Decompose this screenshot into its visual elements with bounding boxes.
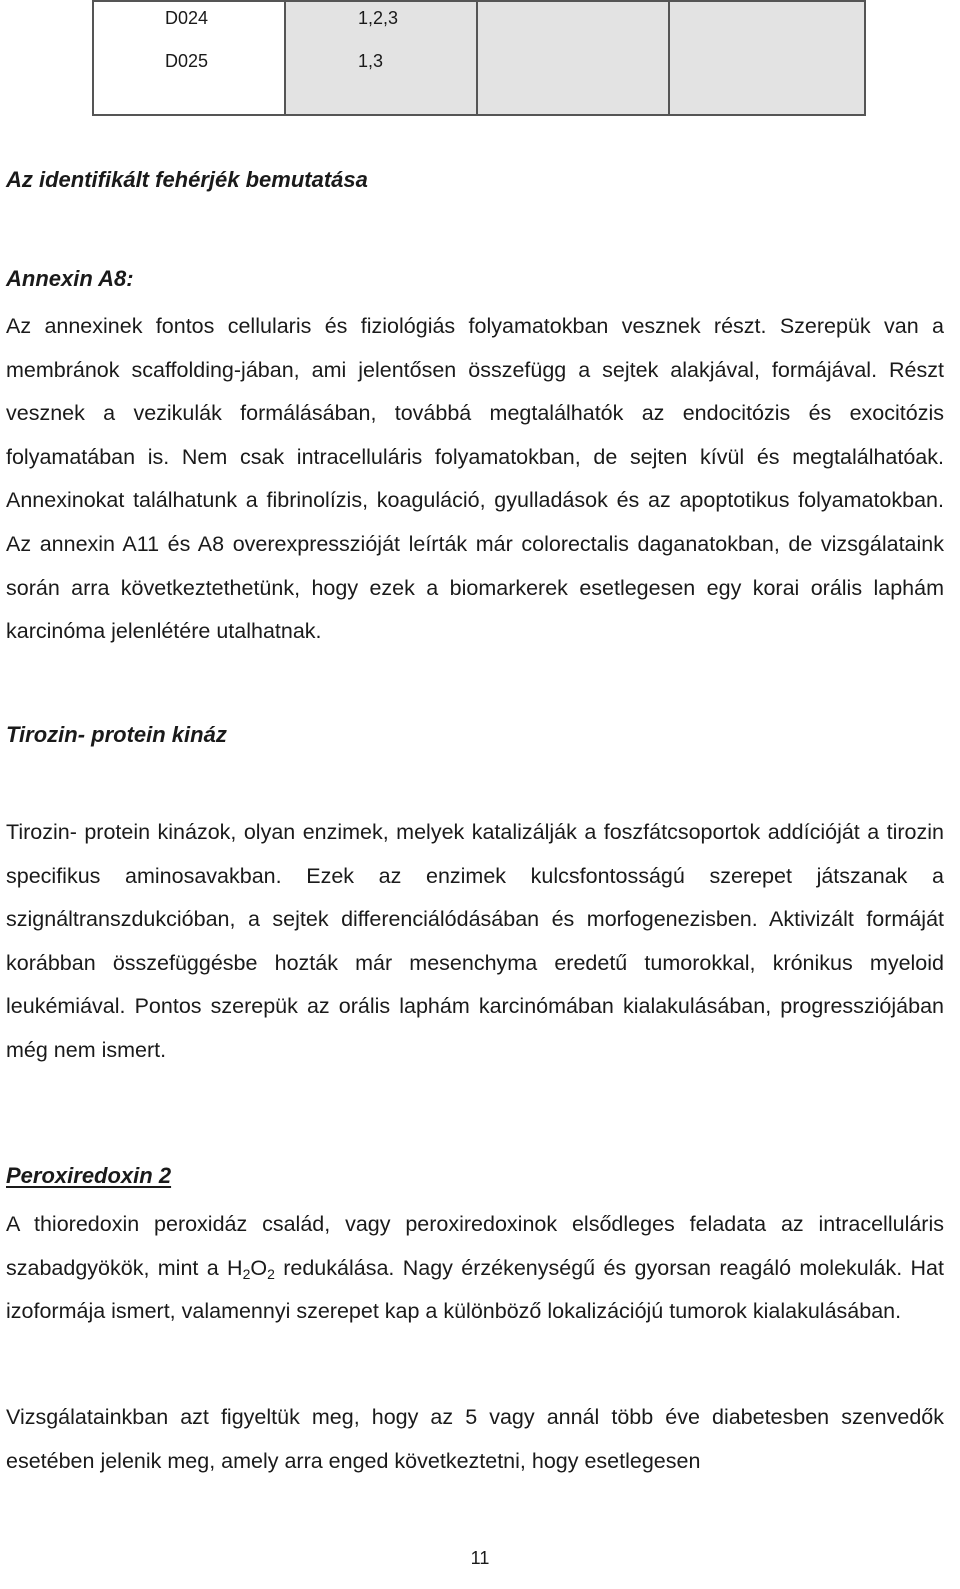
table-cell-empty — [669, 1, 865, 115]
data-table-container — [92, 0, 856, 116]
paragraph-annexin: Az annexinek fontos cellularis és fiziológiás folyamatokban vesznek részt. Szerepük van a membránok scaffolding-jában, ami jelentősen összefügg a sejtek alakjával, formájával. Részt vesznek a vezikulák formálásában, továbbá megtalálhatók az endocitózis és exocitózis folyamatában is. Nem csak intracelluláris folyamatokban, de sejten kívül és megtalálhatóak. Annexinokat találhatunk a fibrinolízis, koaguláció, gyulladások és az apoptotikus folyamatokban. Az annexin A11 és A8 overexpresszióját leírták már colorectalis daganatokban, de vizsgálataink során arra következtethetünk, hogy ezek a biomarkerek esetlegesen egy korai orális laphám karcinóma jelenlétére utalhatnak. — [6, 314, 944, 644]
table-row — [93, 1, 865, 115]
paragraph-peroxiredoxin — [6, 1203, 944, 1334]
main-heading: Az identifikált fehérjék bemutatása — [6, 167, 368, 192]
text-segment: redukálása. Nagy érzékenységű és gyorsan reagáló molekulák. Hat izoformája ismert, valamennyi szerepet kap a különböző lokalizációjú tumorok kialakulásában. — [6, 1255, 944, 1324]
section-title-peroxiredoxin: Peroxiredoxin 2 — [6, 1163, 172, 1188]
page-number: 11 — [470, 1548, 490, 1568]
section-title-annexin: Annexin A8: — [6, 266, 134, 291]
row-id: D024 — [165, 8, 209, 28]
table-cell-id — [93, 1, 285, 115]
text-segment: A thioredoxin peroxidáz család, vagy peroxiredoxinok elsődleges feladata az intracelluláris szabadgyökök, mint a H — [6, 1212, 944, 1280]
paragraph-observation: Vizsgálatainkban azt figyeltük meg, hogy az 5 vagy annál több éve diabetesben szenvedők esetében jelenik meg, amely arra enged következtetni, hogy esetlegesen — [6, 1405, 944, 1473]
row-value: 1,3 — [358, 51, 384, 71]
subscript: 2 — [242, 1265, 251, 1282]
paragraph-tirozin: Tirozin- protein kinázok, olyan enzimek, melyek katalizálják a foszfátcsoportok addícióját a tirozin specifikus aminosavakban. Ezek az enzimek kulcsfontosságú szerepet játszanak a szignáltranszdukcióban, a sejtek differenciálódásában és morfogenezisben. Aktivizált formáját korábban összefüggésbe hozták már mesenchyma eredetű tumorokkal, krónikus myeloid leukémiával. Pontos szerepük az orális laphám karcinómában kialakulásában, progressziójában még nem ismert. — [6, 820, 944, 1062]
table-cell-empty — [477, 1, 669, 115]
section-title-tirozin: Tirozin- protein kináz — [6, 722, 227, 747]
row-value: 1,2,3 — [358, 8, 399, 28]
subscript: 2 — [267, 1265, 275, 1282]
row-id: D025 — [165, 51, 209, 71]
table-cell-value — [285, 1, 477, 115]
text-segment: O — [250, 1255, 268, 1280]
sample-table — [92, 0, 866, 116]
